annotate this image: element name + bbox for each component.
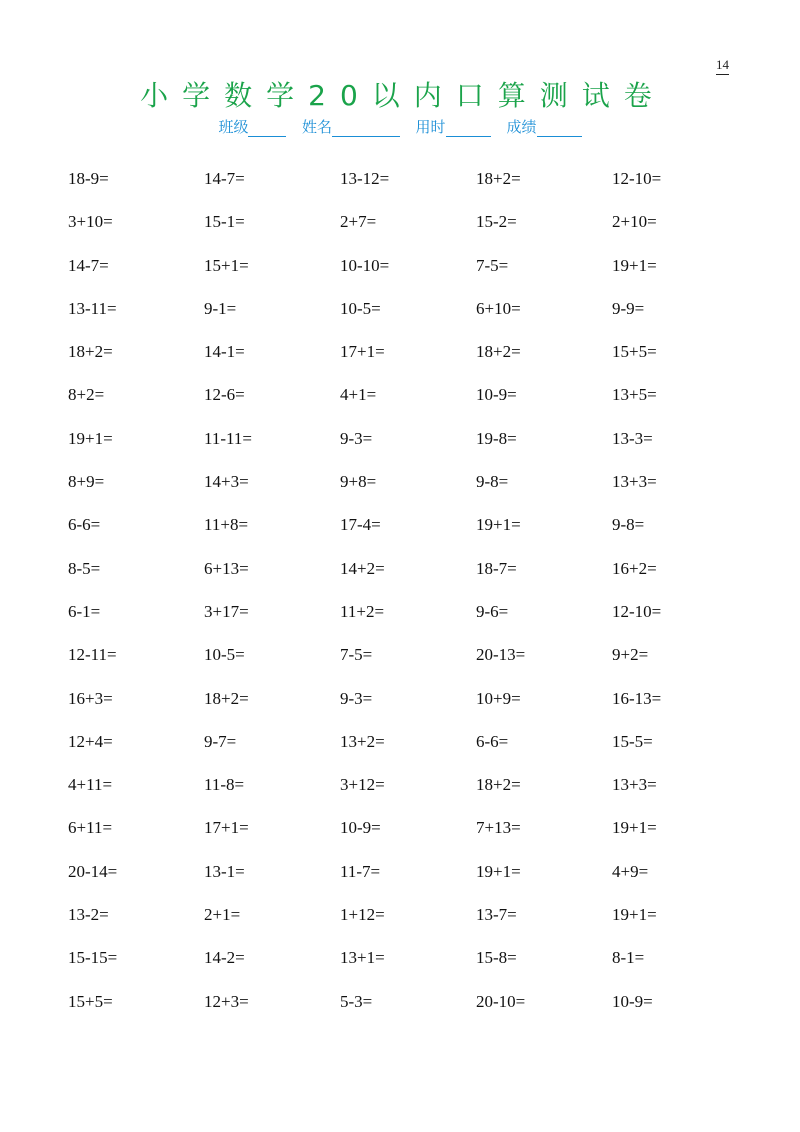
arithmetic-problem: 12+4= xyxy=(68,731,113,751)
arithmetic-problem: 9-3= xyxy=(340,428,373,448)
info-field-time xyxy=(416,116,491,137)
arithmetic-problem: 13-1= xyxy=(204,861,245,881)
arithmetic-problem: 19+1= xyxy=(612,905,657,925)
arithmetic-problem: 7-5= xyxy=(476,255,509,275)
arithmetic-problem: 6+13= xyxy=(204,558,249,578)
arithmetic-problem: 19+1= xyxy=(612,255,657,275)
arithmetic-problem: 10-9= xyxy=(612,991,653,1011)
student-info-bar xyxy=(0,116,800,137)
page-number: 14 xyxy=(716,57,729,75)
arithmetic-problem: 10-10= xyxy=(340,255,390,275)
arithmetic-problem: 16+3= xyxy=(68,688,113,708)
arithmetic-problem: 18+2= xyxy=(476,169,521,188)
arithmetic-problem: 10-9= xyxy=(340,818,381,838)
arithmetic-problem: 18-7= xyxy=(476,558,517,578)
arithmetic-problem: 19+1= xyxy=(476,861,521,881)
arithmetic-problem: 2+10= xyxy=(612,212,657,232)
arithmetic-problem: 11+8= xyxy=(204,515,249,535)
arithmetic-problem: 15-1= xyxy=(204,212,245,232)
arithmetic-problem: 13-7= xyxy=(476,905,517,925)
arithmetic-problem: 15+5= xyxy=(68,991,113,1011)
arithmetic-problem: 18+2= xyxy=(68,342,113,362)
arithmetic-problem: 9-8= xyxy=(612,515,645,535)
problem-grid xyxy=(68,168,748,1034)
arithmetic-problem: 14-7= xyxy=(204,169,245,188)
arithmetic-problem: 19+1= xyxy=(68,428,113,448)
arithmetic-problem: 20-13= xyxy=(476,645,526,665)
arithmetic-problem: 13-2= xyxy=(68,905,109,925)
arithmetic-problem: 12-10= xyxy=(612,601,662,621)
arithmetic-problem: 6-1= xyxy=(68,601,101,621)
arithmetic-problem: 6-6= xyxy=(476,731,509,751)
arithmetic-problem: 4+11= xyxy=(68,775,113,795)
arithmetic-problem: 14-7= xyxy=(68,255,109,275)
arithmetic-problem: 19+1= xyxy=(612,818,657,838)
arithmetic-problem: 14+3= xyxy=(204,472,249,492)
arithmetic-problem: 2+7= xyxy=(340,212,377,232)
info-label: 用时 xyxy=(415,118,446,136)
arithmetic-problem: 9+2= xyxy=(612,645,649,665)
arithmetic-problem: 17-4= xyxy=(340,515,381,535)
arithmetic-problem: 14+2= xyxy=(340,558,385,578)
arithmetic-problem: 7-5= xyxy=(340,645,373,665)
info-blank xyxy=(248,116,286,137)
arithmetic-problem: 4+1= xyxy=(340,385,377,405)
arithmetic-problem: 8-5= xyxy=(68,558,101,578)
arithmetic-problem: 20-14= xyxy=(68,861,118,881)
arithmetic-problem: 9-8= xyxy=(476,472,509,492)
arithmetic-problem: 15-15= xyxy=(68,948,118,968)
arithmetic-problem: 6+11= xyxy=(68,818,113,838)
arithmetic-problem: 4+9= xyxy=(612,861,649,881)
arithmetic-problem: 10+9= xyxy=(476,688,521,708)
arithmetic-problem: 1+12= xyxy=(340,905,385,925)
arithmetic-problem: 8-1= xyxy=(612,948,645,968)
arithmetic-problem: 18+2= xyxy=(204,688,249,708)
info-blank xyxy=(332,116,400,137)
arithmetic-problem: 18+2= xyxy=(476,342,521,362)
arithmetic-problem: 7+13= xyxy=(476,818,521,838)
page-title: 小学数学20以内口算测试卷 xyxy=(140,79,666,112)
arithmetic-problem: 9-6= xyxy=(476,601,509,621)
arithmetic-problem: 11+2= xyxy=(340,601,385,621)
arithmetic-problem: 13+2= xyxy=(340,731,385,751)
arithmetic-problem: 10-5= xyxy=(204,645,245,665)
arithmetic-problem: 11-7= xyxy=(340,861,381,881)
arithmetic-problem: 15-8= xyxy=(476,948,517,968)
arithmetic-problem: 14-2= xyxy=(204,948,245,968)
arithmetic-problem: 6+10= xyxy=(476,298,521,318)
arithmetic-problem: 9-1= xyxy=(204,298,237,318)
arithmetic-problem: 2+1= xyxy=(204,905,241,925)
arithmetic-problem: 13+5= xyxy=(612,385,657,405)
arithmetic-problem: 12-11= xyxy=(68,645,117,665)
arithmetic-problem: 13+3= xyxy=(612,775,657,795)
arithmetic-problem: 16-13= xyxy=(612,688,662,708)
arithmetic-problem: 10-5= xyxy=(340,298,381,318)
arithmetic-problem: 8+9= xyxy=(68,472,105,492)
arithmetic-problem: 12+3= xyxy=(204,991,249,1011)
arithmetic-problem: 13-3= xyxy=(612,428,653,448)
arithmetic-problem: 15-5= xyxy=(612,731,653,751)
arithmetic-problem: 13-12= xyxy=(340,169,390,188)
arithmetic-problem: 15+5= xyxy=(612,342,657,362)
info-field-name xyxy=(302,116,400,137)
arithmetic-problem: 15-2= xyxy=(476,212,517,232)
info-blank xyxy=(537,116,582,137)
arithmetic-problem: 16+2= xyxy=(612,558,657,578)
arithmetic-problem: 5-3= xyxy=(340,991,373,1011)
info-label: 成绩 xyxy=(506,118,537,136)
arithmetic-problem: 11-8= xyxy=(204,775,245,795)
arithmetic-problem: 13-11= xyxy=(68,298,117,318)
info-label: 姓名 xyxy=(301,118,332,136)
arithmetic-problem: 12-6= xyxy=(204,385,245,405)
info-label: 班级 xyxy=(218,118,249,136)
arithmetic-problem: 9-3= xyxy=(340,688,373,708)
arithmetic-problem: 3+10= xyxy=(68,212,113,232)
arithmetic-problem: 9+8= xyxy=(340,472,377,492)
arithmetic-problem: 10-9= xyxy=(476,385,517,405)
arithmetic-problem: 13+1= xyxy=(340,948,385,968)
arithmetic-problem: 20-10= xyxy=(476,991,526,1011)
arithmetic-problem: 17+1= xyxy=(204,818,249,838)
arithmetic-problem: 17+1= xyxy=(340,342,385,362)
arithmetic-problem: 3+17= xyxy=(204,601,249,621)
info-blank xyxy=(446,116,491,137)
arithmetic-problem: 15+1= xyxy=(204,255,249,275)
arithmetic-problem: 18+2= xyxy=(476,775,521,795)
info-field-score xyxy=(507,116,582,137)
arithmetic-problem: 13+3= xyxy=(612,472,657,492)
arithmetic-problem: 14-1= xyxy=(204,342,245,362)
info-field-class xyxy=(218,116,286,137)
arithmetic-problem: 19-8= xyxy=(476,428,517,448)
arithmetic-problem: 18-9= xyxy=(68,169,109,188)
arithmetic-problem: 19+1= xyxy=(476,515,521,535)
arithmetic-problem: 8+2= xyxy=(68,385,105,405)
arithmetic-problem: 12-10= xyxy=(612,169,662,188)
arithmetic-problem: 9-7= xyxy=(204,731,237,751)
arithmetic-problem: 6-6= xyxy=(68,515,101,535)
arithmetic-problem: 9-9= xyxy=(612,298,645,318)
arithmetic-problem: 3+12= xyxy=(340,775,385,795)
arithmetic-problem: 11-11= xyxy=(204,428,252,448)
